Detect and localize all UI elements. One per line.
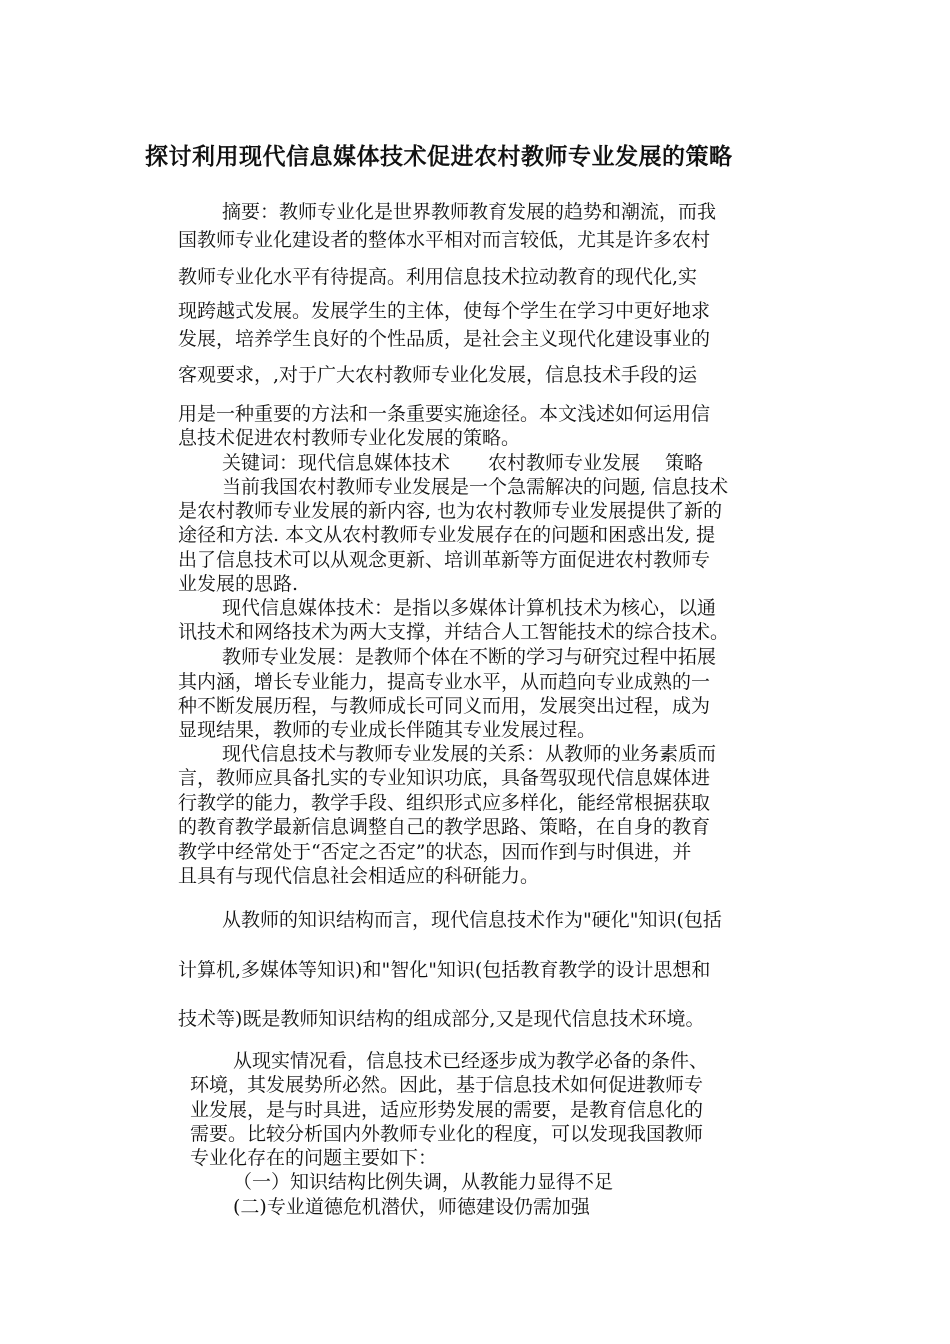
paragraph-line: （一）知识结构比例失调，从教能力显得不足 (233, 1171, 614, 1193)
paragraph-line: 种不断发展历程，与教师成长可同义而用，发展突出过程，成为 (178, 695, 711, 717)
paragraph-line: 现跨越式发展。发展学生的主体，使每个学生在学习中更好地求 (178, 300, 711, 322)
paragraph-line: (二)专业道德危机潜伏，师德建设仍需加强 (233, 1196, 590, 1218)
paragraph-line: 讯技术和网络技术为两大支撑，并结合人工智能技术的综合技术。 (178, 621, 730, 643)
paragraph-line: 现代信息技术与教师专业发展的关系：从教师的业务素质而 (222, 743, 717, 765)
paragraph-line: 需要。比较分析国内外教师专业化的程度，可以发现我国教师 (190, 1123, 704, 1145)
document-title: 探讨利用现代信息媒体技术促进农村教师专业发展的策略 (145, 144, 733, 170)
paragraph-line: 其内涵，增长专业能力，提高专业水平，从而趋向专业成熟的一 (178, 671, 711, 693)
paragraph-line: 发展，培养学生良好的个性品质，是社会主义现代化建设事业的 (178, 328, 711, 350)
paragraph-line: 客观要求，,对于广大农村教师专业化发展，信息技术手段的运 (178, 364, 698, 386)
paragraph-line: 从教师的知识结构而言，现代信息技术作为"硬化"知识(包括 (222, 909, 722, 931)
paragraph-line: 教师专业化水平有待提高。利用信息技术拉动教育的现代化,实 (178, 266, 698, 288)
paragraph-line: 当前我国农村教师专业发展是一个急需解决的问题, 信息技术 (222, 476, 729, 498)
paragraph-line: 出了信息技术可以从观念更新、培训革新等方面促进农村教师专 (178, 549, 711, 571)
paragraph-line: 息技术促进农村教师专业化发展的策略。 (178, 427, 521, 449)
paragraph-line: 现代信息媒体技术：是指以多媒体计算机技术为核心，以通 (222, 597, 717, 619)
paragraph-line: 用是一种重要的方法和一条重要实施途径。本文浅述如何运用信 (178, 403, 711, 425)
paragraph-line: 专业化存在的问题主要如下： (190, 1147, 438, 1169)
paragraph-line: 途径和方法. 本文从农村教师专业发展存在的问题和困惑出发, 提 (178, 524, 716, 546)
paragraph-line: 教学中经常处于“否定之否定”的状态，因而作到与时俱进，并 (178, 841, 692, 863)
paragraph-line: 且具有与现代信息社会相适应的科研能力。 (178, 865, 540, 887)
paragraph-line: 业发展，是与时具进，适应形势发展的需要，是教育信息化的 (190, 1099, 704, 1121)
paragraph-line: 关键词：现代信息媒体技术 农村教师专业发展 策略 (222, 452, 704, 474)
paragraph-line: 言，教师应具备扎实的专业知识功底，具备驾驭现代信息媒体进 (178, 767, 711, 789)
paragraph-line: 显现结果，教师的专业成长伴随其专业发展过程。 (178, 719, 597, 741)
paragraph-line: 技术等)既是教师知识结构的组成部分,又是现代信息技术环境。 (178, 1008, 705, 1030)
paragraph-line: 是农村教师专业发展的新内容, 也为农村教师专业发展提供了新的 (178, 500, 723, 522)
paragraph-line: 业发展的思路. (178, 573, 299, 595)
paragraph-line: 计算机,多媒体等知识)和"智化"知识(包括教育教学的设计思想和 (178, 959, 711, 981)
paragraph-line: 的教育教学最新信息调整自己的教学思路、策略，在自身的教育 (178, 816, 711, 838)
paragraph-line: 从现实情况看，信息技术已经逐步成为教学必备的条件、 (233, 1050, 709, 1072)
paragraph-line: 行教学的能力，教学手段、组织形式应多样化，能经常根据获取 (178, 792, 711, 814)
paragraph-line: 教师专业发展：是教师个体在不断的学习与研究过程中拓展 (222, 646, 717, 668)
paragraph-line: 环境，其发展势所必然。因此，基于信息技术如何促进教师专 (190, 1074, 704, 1096)
paragraph-line: 摘要：教师专业化是世界教师教育发展的趋势和潮流，而我 (222, 201, 717, 223)
paragraph-line: 国教师专业化建设者的整体水平相对而言较低，尤其是许多农村 (178, 229, 711, 251)
